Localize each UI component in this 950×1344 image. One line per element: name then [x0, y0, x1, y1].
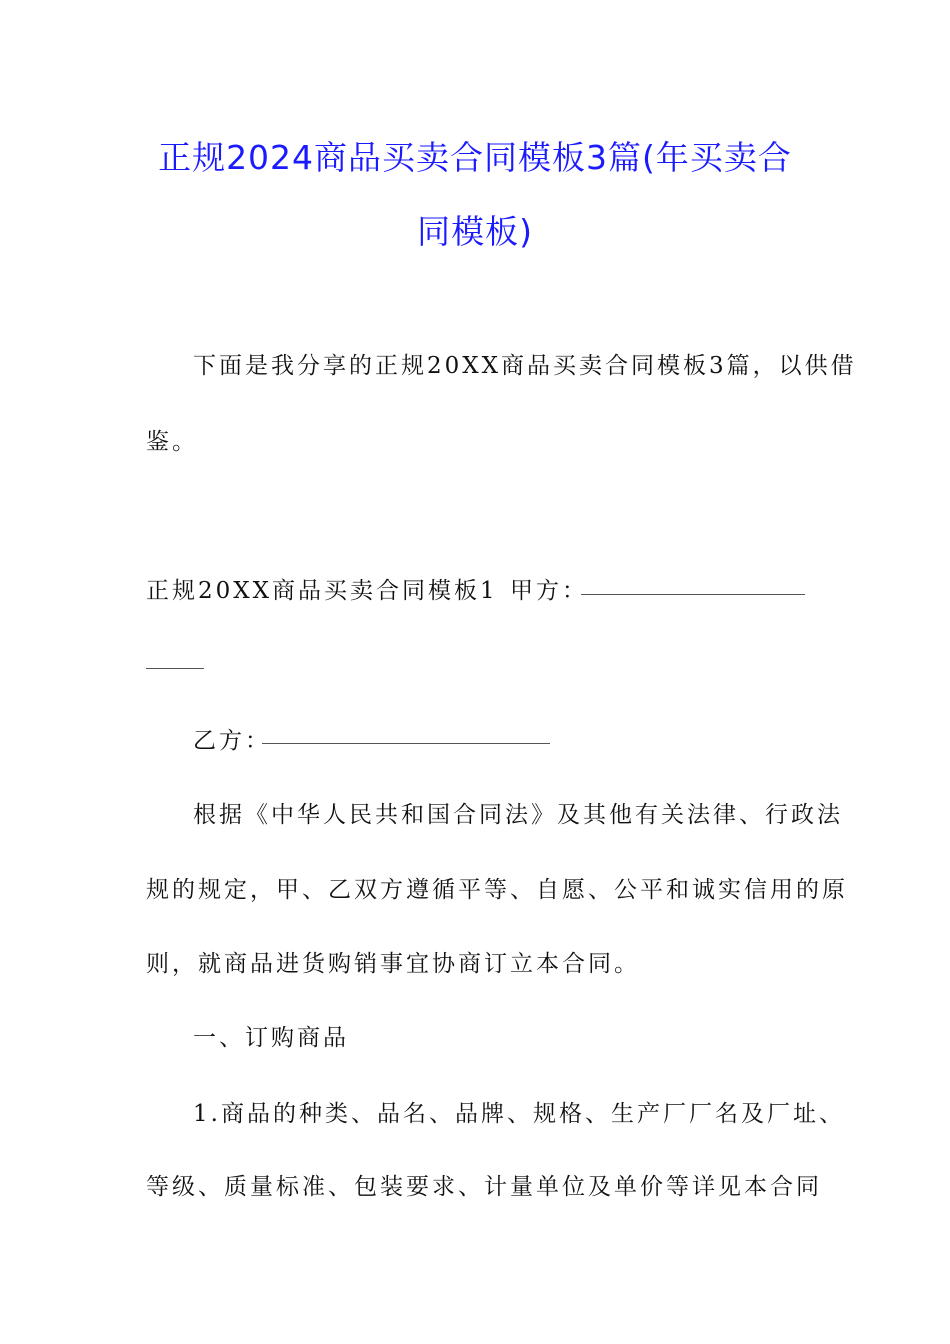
paragraph-1-line-3: 则，就商品进货购销事宜协商订立本合同。 — [146, 951, 640, 977]
item-1-line-2: 等级、质量标准、包装要求、计量单位及单价等详见本合同 — [146, 1174, 822, 1200]
intro-line-1: 下面是我分享的正规20XX商品买卖合同模板3篇，以供借 — [193, 353, 857, 379]
document-title-line-2: 同模板) — [417, 212, 533, 251]
party-a-blank-continued — [146, 648, 204, 669]
party-a-label: 甲方： — [510, 578, 588, 604]
item-1-line-1: 1.商品的种类、品名、品牌、规格、生产厂厂名及厂址、 — [193, 1101, 845, 1127]
party-b-blank — [262, 723, 550, 744]
paragraph-1-line-1: 根据《中华人民共和国合同法》及其他有关法律、行政法 — [193, 802, 843, 828]
document-title-line-1: 正规2024商品买卖合同模板3篇(年买卖合 — [158, 138, 792, 177]
paragraph-1-line-2: 规的规定，甲、乙双方遵循平等、自愿、公平和诚实信用的原 — [146, 877, 848, 903]
party-a-blank — [581, 574, 805, 595]
template-heading: 正规20XX商品买卖合同模板1 — [146, 578, 498, 604]
intro-line-2: 鉴。 — [146, 429, 198, 455]
section-1-heading: 一、订购商品 — [193, 1025, 349, 1051]
party-b-label: 乙方： — [193, 728, 271, 754]
